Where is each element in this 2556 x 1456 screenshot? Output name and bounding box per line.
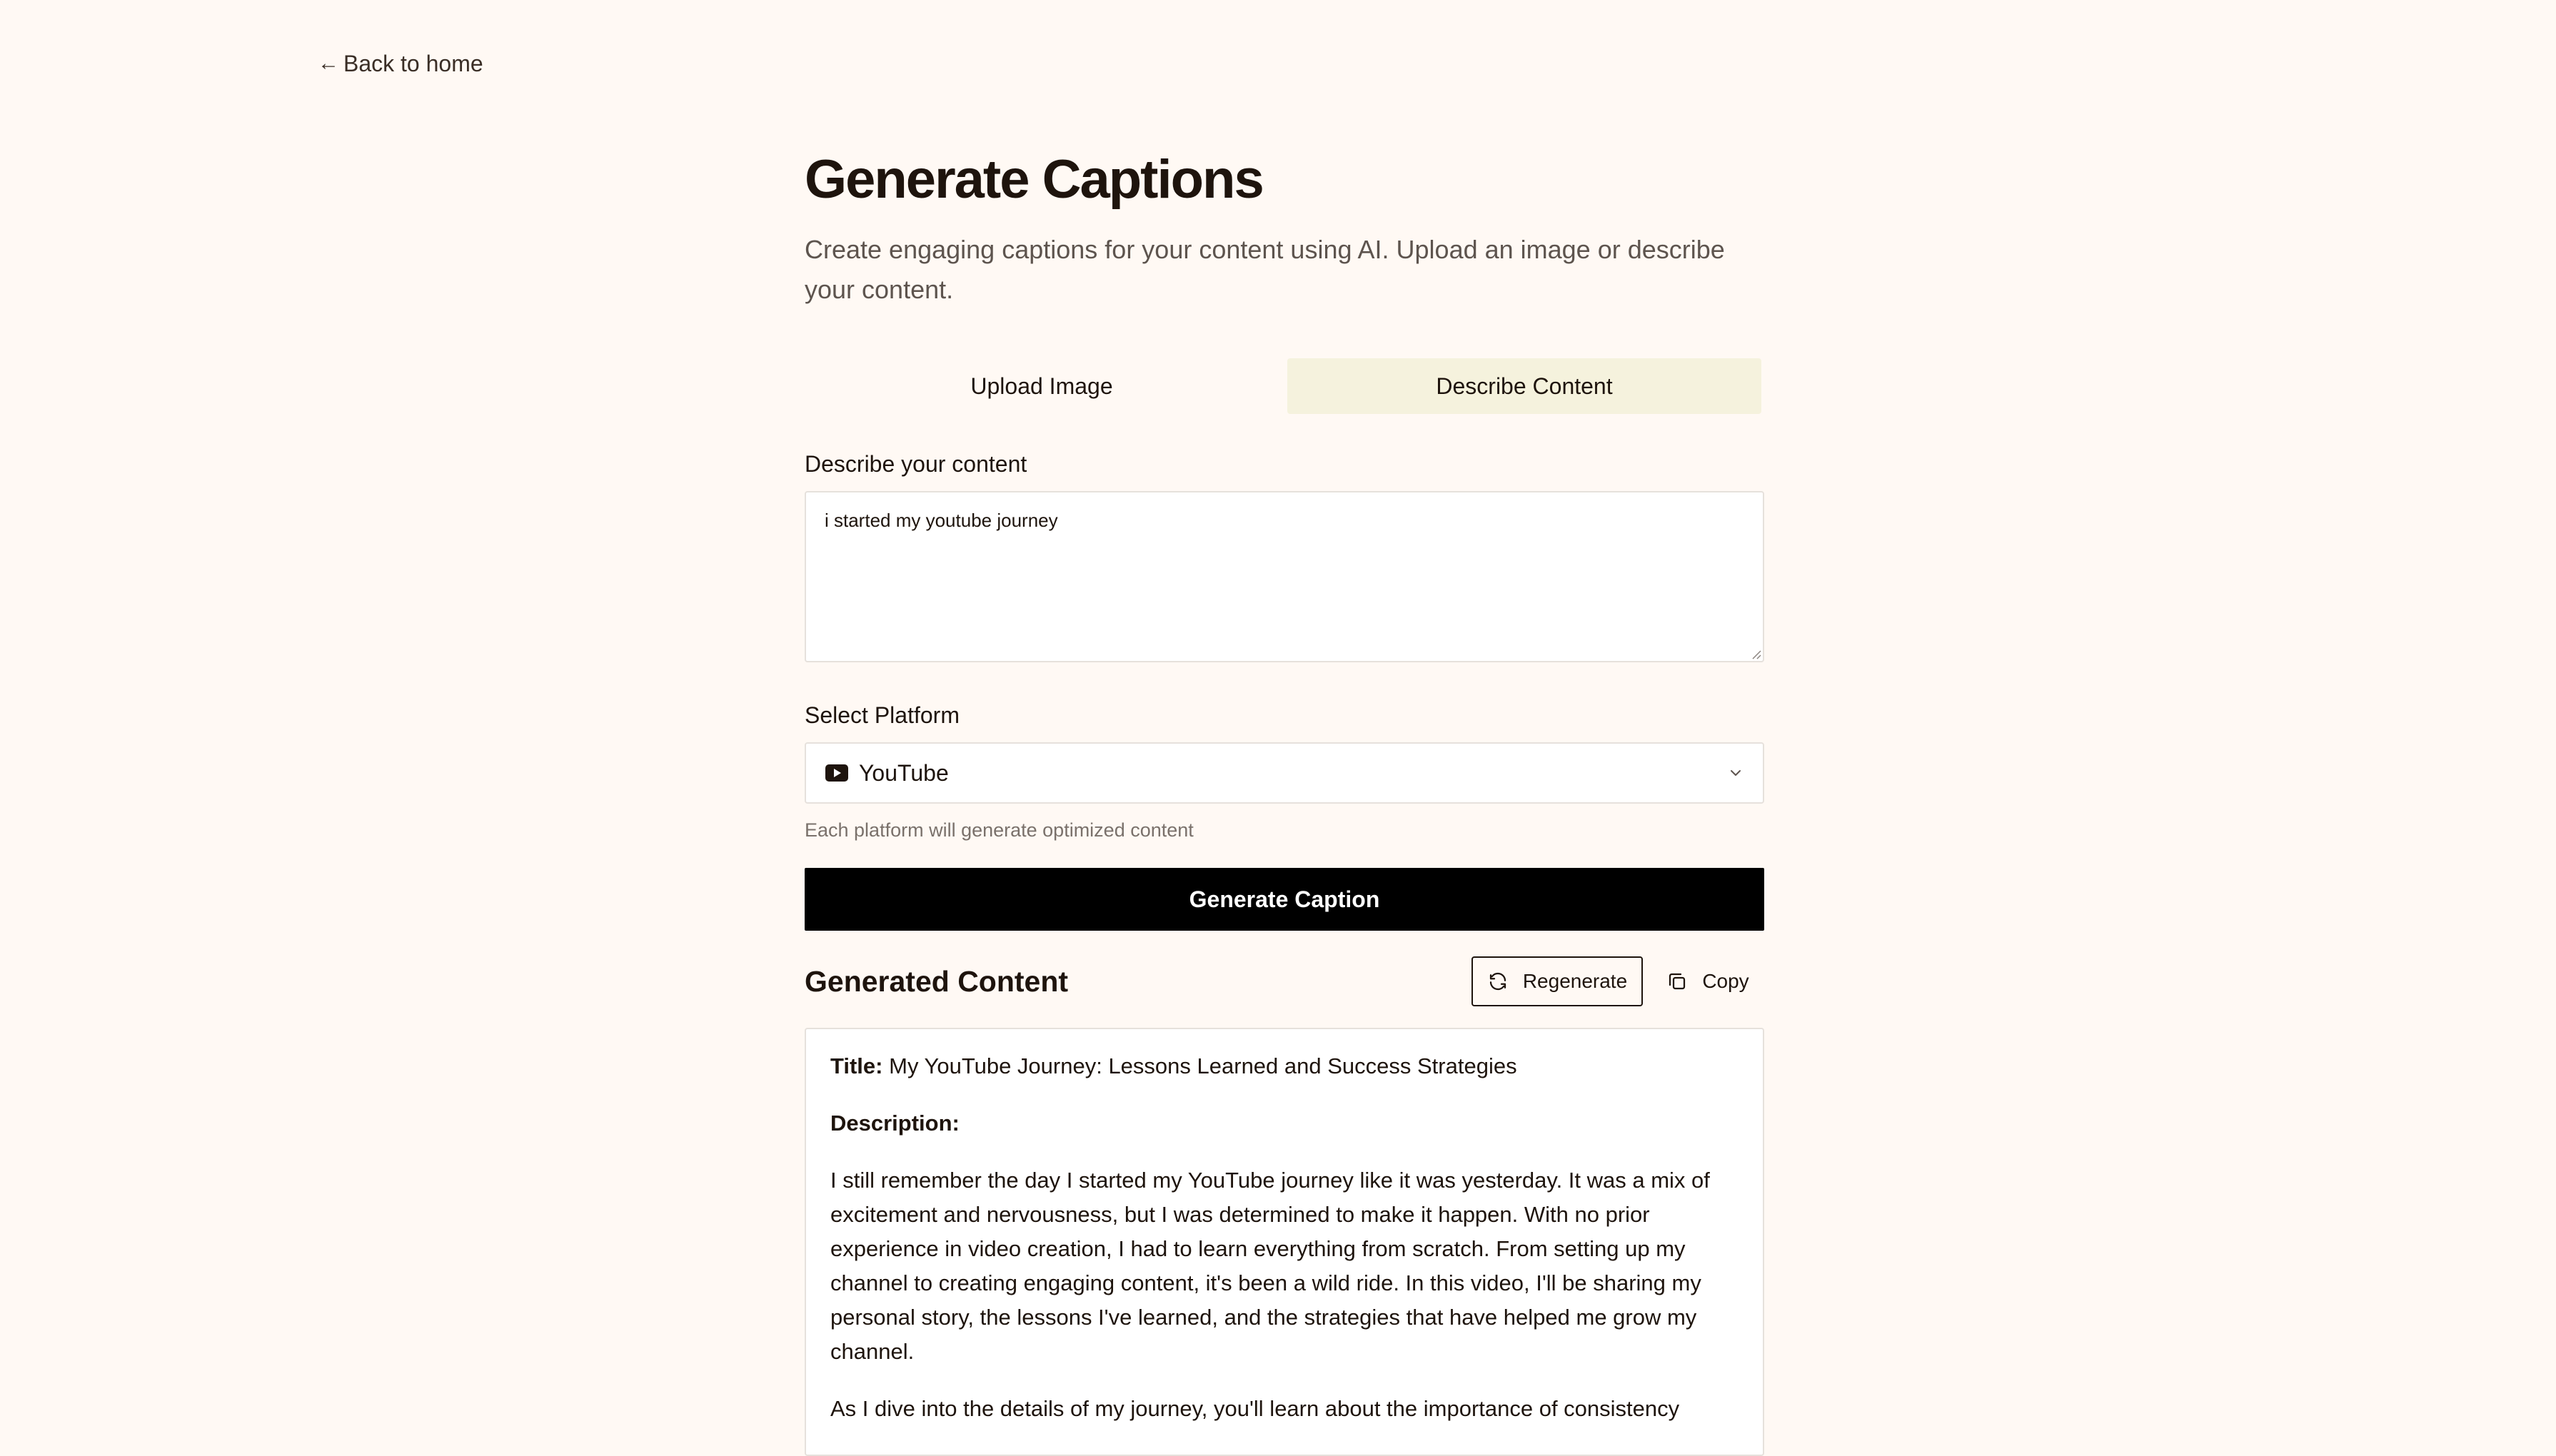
tab-upload-image[interactable]: Upload Image <box>970 373 1113 399</box>
page-subtitle: Create engaging captions for your content using AI. Upload an image or describe your content. <box>805 235 1725 304</box>
platform-select[interactable] <box>805 742 1764 804</box>
generated-paragraph: I still remember the day I started my YouTube journey like it was yesterday. It was a mix of excitement and nervousness, but I was determined to make it happen. With no prior experience in video creation, I had to learn everything from scratch. From setting up my channel to creating engaging content, it's been a wild ride. In this video, I'll be sharing my personal story, the lessons I've learned, and the strategies that have helped me grow my channel. <box>830 1168 1710 1364</box>
select-platform-label: Select Platform <box>805 702 960 728</box>
copy-icon <box>1666 971 1688 992</box>
platform-select-value: YouTube <box>859 759 949 786</box>
generated-title-line <box>830 1049 1739 1083</box>
describe-content-input[interactable] <box>805 491 1764 662</box>
generated-content-header <box>805 956 1764 1006</box>
back-to-home-label: Back to home <box>343 51 483 76</box>
generate-caption-button[interactable]: Generate Caption <box>805 868 1764 931</box>
describe-content-label: Describe your content <box>805 451 1027 477</box>
generated-content-box <box>805 1028 1764 1456</box>
page-title: Generate Captions <box>805 149 1263 210</box>
copy-button[interactable] <box>1651 956 1764 1006</box>
back-to-home-link[interactable] <box>318 49 483 79</box>
resize-grip-icon[interactable] <box>1750 648 1761 659</box>
arrow-left-icon: ← <box>318 51 339 75</box>
generated-description-line <box>830 1106 1739 1141</box>
refresh-icon <box>1487 971 1509 992</box>
generated-paragraph: As I dive into the details of my journey, you'll learn about the importance of consistency <box>830 1396 1680 1421</box>
generated-title-value: My YouTube Journey: Lessons Learned and Success Strategies <box>889 1053 1517 1078</box>
regenerate-button[interactable] <box>1471 956 1643 1006</box>
regenerate-label: Regenerate <box>1522 970 1628 992</box>
youtube-icon <box>825 764 849 782</box>
chevron-down-icon <box>1727 764 1744 782</box>
generated-content-heading: Generated Content <box>805 965 1069 998</box>
generated-description-label: Description: <box>830 1111 960 1136</box>
generated-title-label: Title: <box>830 1053 883 1078</box>
copy-label: Copy <box>1702 970 1749 992</box>
platform-hint: Each platform will generate optimized content <box>805 819 1194 841</box>
tab-describe-content[interactable]: Describe Content <box>1287 358 1761 414</box>
input-mode-tabs <box>805 358 1761 414</box>
